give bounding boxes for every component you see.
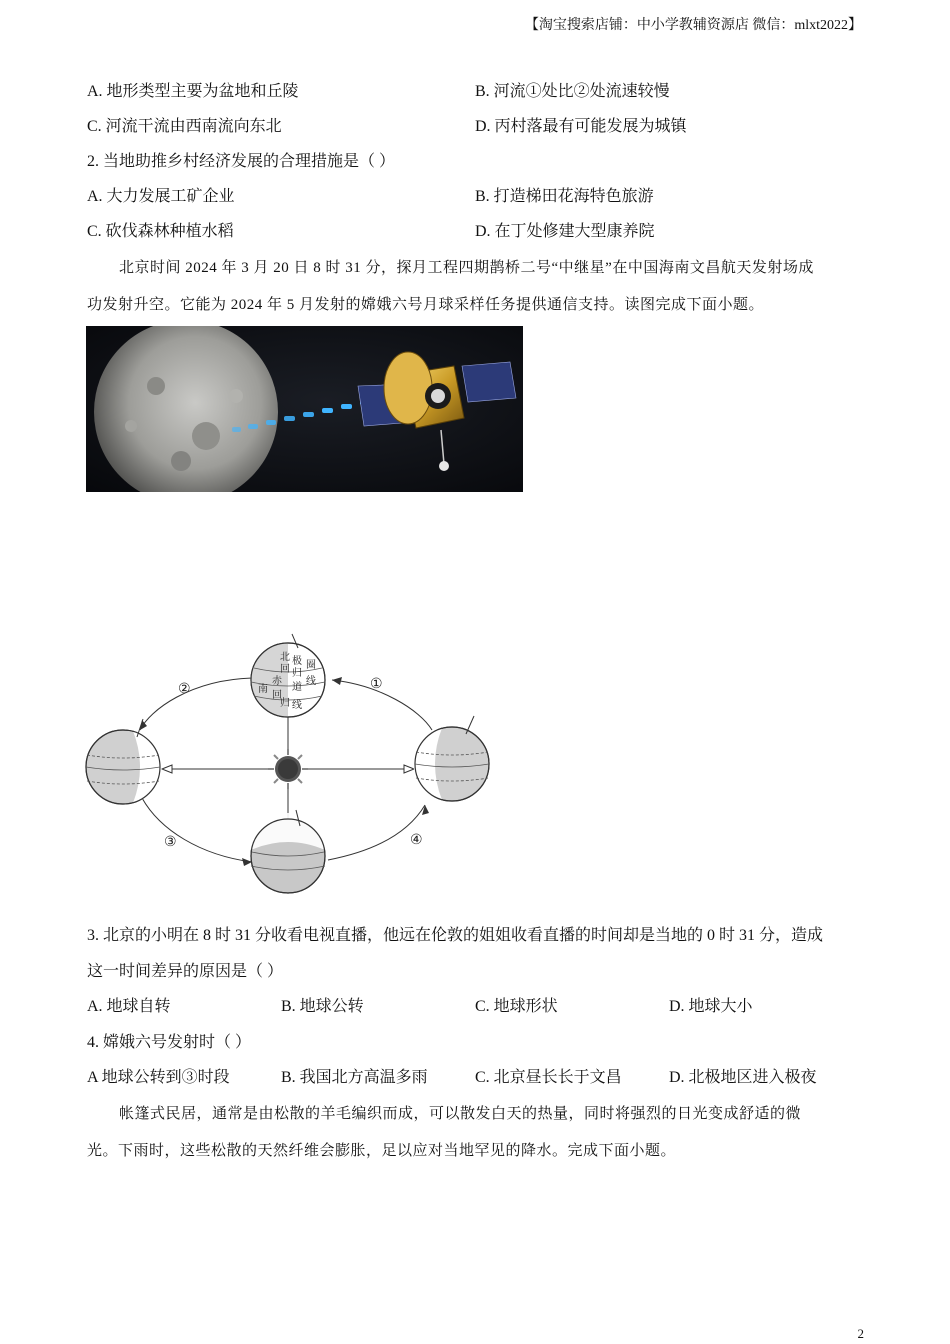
globe-text-xian2: 线 [292, 700, 302, 711]
page-header: 【淘宝搜索店铺：中小学教辅资源店 微信：mlxt2022】 [524, 18, 862, 33]
q3-option-c: C. 地球形状 [475, 998, 558, 1015]
q3-option-a: A. 地球自转 [87, 998, 171, 1015]
q2-option-c: C. 砍伐森林种植水稻 [87, 223, 234, 240]
q3-stem-line2: 这一时间差异的原因是（ ） [87, 963, 284, 980]
label-circle-2: ② [178, 681, 191, 697]
q3-option-d: D. 地球大小 [669, 998, 753, 1015]
q2-stem: 2. 当地助推乡村经济发展的合理措施是（ ） [87, 153, 396, 170]
intro2-line2: 光。下雨时，这些松散的天然纤维会膨胀，足以应对当地罕见的降水。完成下面小题。 [87, 1143, 677, 1159]
q1-option-a: A. 地形类型主要为盆地和丘陵 [87, 83, 299, 100]
q4-option-b: B. 我国北方高温多雨 [281, 1069, 428, 1086]
globe-text-ji: 极 [292, 656, 302, 667]
globe-text-xian: 线 [306, 676, 316, 687]
intro1-line1: 北京时间 2024 年 3 月 20 日 8 时 31 分，探月工程四期鹊桥二号“中继星”在中国海南文昌航天发射场成 [119, 260, 814, 276]
q4-option-a: A 地球公转到③时段 [87, 1069, 230, 1086]
globe-text-nan: 南 [258, 684, 268, 695]
q3-option-b: B. 地球公转 [281, 998, 364, 1015]
globe-text-dao: 道 [292, 682, 302, 693]
q2-option-a: A. 大力发展工矿企业 [87, 188, 235, 205]
q4-stem: 4. 嫦娥六号发射时（ ） [87, 1034, 252, 1051]
q1-option-b: B. 河流①处比②处流速较慢 [475, 83, 670, 100]
q4-option-d: D. 北极地区进入极夜 [669, 1069, 817, 1086]
q4-option-c: C. 北京昼长长于文昌 [475, 1069, 622, 1086]
intro2-line1: 帐篷式民居，通常是由松散的羊毛编织而成，可以散发白天的热量，同时将强烈的日光变成舒适的微 [119, 1106, 802, 1122]
globe-text-hui2: 回 [272, 690, 282, 701]
q3-stem-line1: 3. 北京的小明在 8 时 31 分收看电视直播，他远在伦敦的姐姐收看直播的时间却是当地的 0 时 31 分，造成 [87, 927, 824, 944]
intro1-line2: 功发射升空。它能为 2024 年 5 月发射的嫦娥六号月球采样任务提供通信支持。读图完成下面小题。 [87, 297, 765, 313]
q1-option-c: C. 河流干流由西南流向东北 [87, 118, 282, 135]
globe-text-quan: 圈 [306, 660, 316, 671]
q2-option-d: D. 在丁处修建大型康养院 [475, 223, 655, 240]
moon-satellite-photo [86, 326, 523, 492]
globe-text-hui: 回 [280, 664, 290, 675]
globe-text-bei: 北 [280, 652, 290, 663]
globe-text-gui: 归 [292, 668, 302, 679]
label-circle-3: ③ [164, 834, 177, 850]
globe-text-chi: 赤 [272, 676, 282, 687]
page-number: 2 [857, 1326, 864, 1341]
q1-option-d: D. 丙村落最有可能发展为城镇 [475, 118, 687, 135]
label-circle-4: ④ [410, 832, 423, 848]
globe-text-gui2: 归 [280, 698, 290, 709]
label-circle-1: ① [370, 676, 383, 692]
q2-option-b: B. 打造梯田花海特色旅游 [475, 188, 654, 205]
earth-revolution-diagram [80, 630, 500, 900]
